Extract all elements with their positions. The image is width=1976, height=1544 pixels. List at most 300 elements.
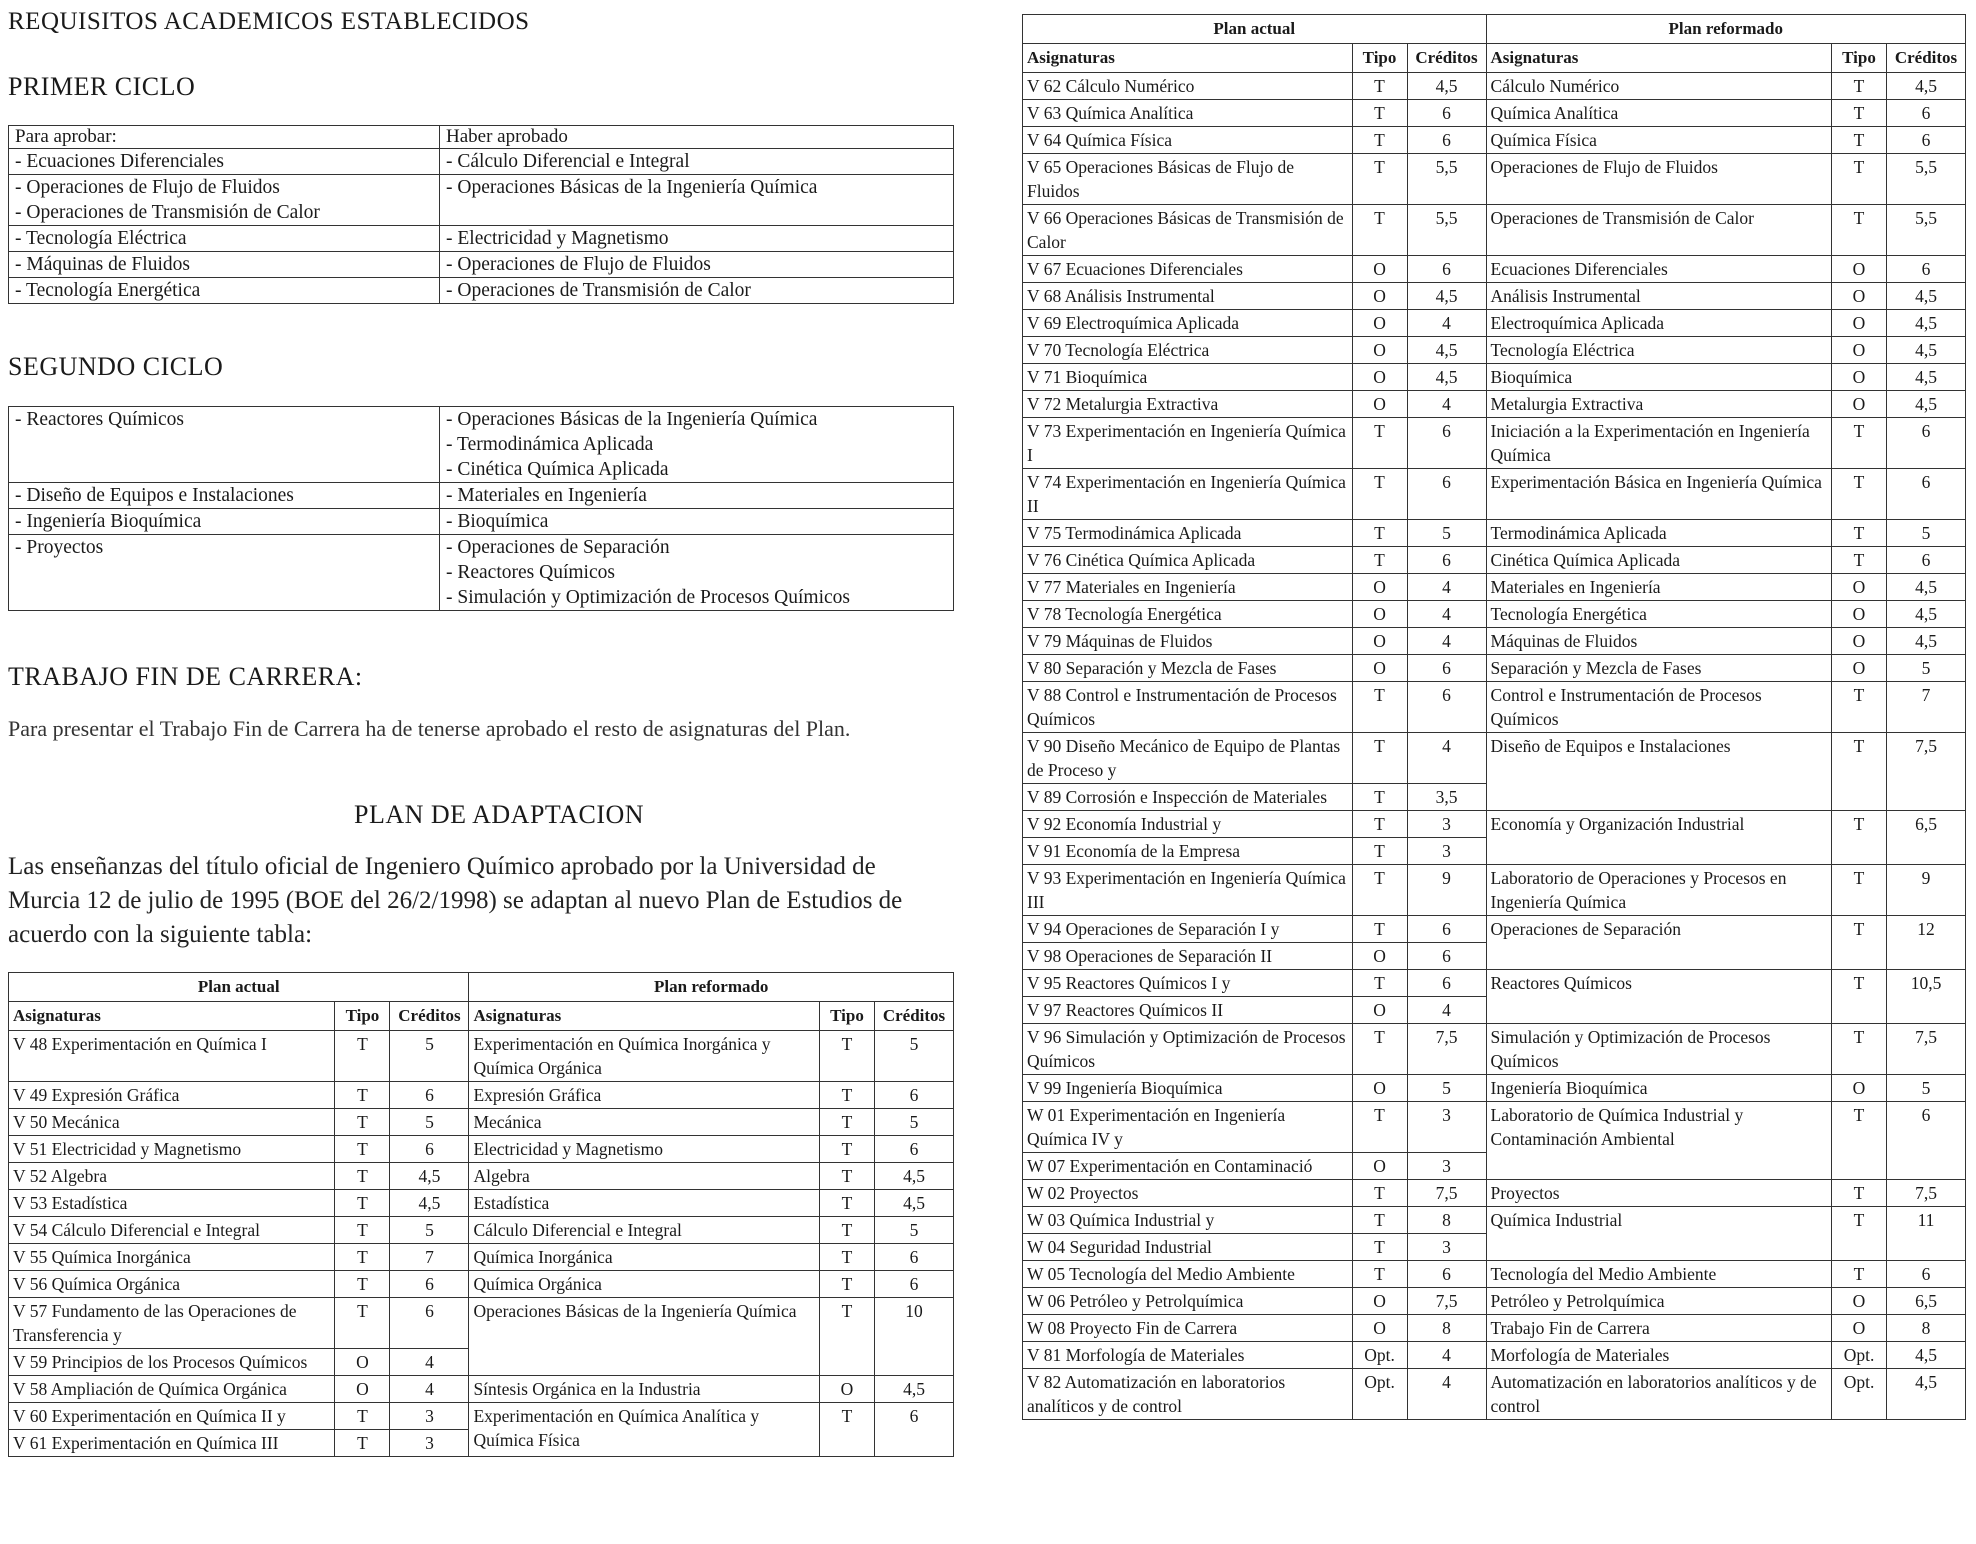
old-creditos: 6 bbox=[1407, 547, 1486, 574]
old-tipo: T bbox=[335, 1403, 390, 1430]
new-creditos: 5,5 bbox=[1887, 205, 1966, 256]
old-tipo: Opt. bbox=[1352, 1369, 1407, 1420]
new-creditos: 4,5 bbox=[1887, 310, 1966, 337]
old-subject: V 80 Separación y Mezcla de Fases bbox=[1023, 655, 1353, 682]
old-creditos: 6 bbox=[1407, 916, 1486, 943]
old-tipo: T bbox=[335, 1190, 390, 1217]
required-subject: - Operaciones de Flujo de Fluidos - Operaciones de Transmisión de Calor bbox=[9, 175, 440, 226]
header-creditos: Créditos bbox=[875, 1002, 954, 1031]
old-subject: V 53 Estadística bbox=[9, 1190, 335, 1217]
table-row bbox=[1023, 865, 1966, 916]
header-creditos: Créditos bbox=[390, 1002, 469, 1031]
table-row bbox=[1023, 970, 1966, 997]
primer-ciclo-table bbox=[8, 125, 954, 304]
old-subject: V 64 Química Física bbox=[1023, 127, 1353, 154]
header-creditos: Créditos bbox=[1407, 44, 1486, 73]
new-tipo: T bbox=[1832, 1261, 1887, 1288]
old-subject: V 66 Operaciones Básicas de Transmisión de Calor bbox=[1023, 205, 1353, 256]
old-creditos: 6 bbox=[1407, 970, 1486, 997]
new-subject: Electricidad y Magnetismo bbox=[469, 1136, 820, 1163]
old-subject: V 91 Economía de la Empresa bbox=[1023, 838, 1353, 865]
new-tipo: T bbox=[1832, 733, 1887, 811]
old-creditos: 3 bbox=[1407, 811, 1486, 838]
requirement-row bbox=[9, 175, 954, 226]
new-subject: Iniciación a la Experimentación en Ingeniería Química bbox=[1486, 418, 1831, 469]
new-subject: Economía y Organización Industrial bbox=[1486, 811, 1831, 865]
new-subject: Cálculo Numérico bbox=[1486, 73, 1831, 100]
old-creditos: 4 bbox=[1407, 310, 1486, 337]
new-creditos: 4,5 bbox=[875, 1163, 954, 1190]
old-tipo: T bbox=[1352, 784, 1407, 811]
old-subject: V 76 Cinética Química Aplicada bbox=[1023, 547, 1353, 574]
old-subject: V 75 Termodinámica Aplicada bbox=[1023, 520, 1353, 547]
old-creditos: 5,5 bbox=[1407, 205, 1486, 256]
new-creditos: 4,5 bbox=[1887, 283, 1966, 310]
old-tipo: T bbox=[335, 1163, 390, 1190]
new-subject: Control e Instrumentación de Procesos Químicos bbox=[1486, 682, 1831, 733]
new-creditos: 4,5 bbox=[1887, 628, 1966, 655]
old-creditos: 3 bbox=[390, 1430, 469, 1457]
required-subject: - Tecnología Eléctrica bbox=[9, 226, 440, 252]
required-subject: - Reactores Químicos bbox=[9, 407, 440, 483]
new-subject: Materiales en Ingeniería bbox=[1486, 574, 1831, 601]
new-tipo: T bbox=[1832, 469, 1887, 520]
old-creditos: 5 bbox=[1407, 1075, 1486, 1102]
primer-ciclo-title: PRIMER CICLO bbox=[8, 72, 196, 101]
new-tipo: T bbox=[1832, 520, 1887, 547]
table-row bbox=[1023, 256, 1966, 283]
new-tipo: T bbox=[820, 1190, 875, 1217]
old-creditos: 8 bbox=[1407, 1207, 1486, 1234]
new-tipo: O bbox=[1832, 283, 1887, 310]
old-subject: W 06 Petróleo y Petrolquímica bbox=[1023, 1288, 1353, 1315]
old-creditos: 6 bbox=[1407, 682, 1486, 733]
old-creditos: 5 bbox=[390, 1109, 469, 1136]
old-creditos: 6 bbox=[390, 1136, 469, 1163]
new-creditos: 5 bbox=[1887, 655, 1966, 682]
old-subject: V 61 Experimentación en Química III bbox=[9, 1430, 335, 1457]
new-creditos: 6 bbox=[875, 1271, 954, 1298]
header-tipo: Tipo bbox=[1352, 44, 1407, 73]
old-tipo: T bbox=[335, 1136, 390, 1163]
old-creditos: 4 bbox=[1407, 628, 1486, 655]
old-tipo: T bbox=[335, 1082, 390, 1109]
segundo-ciclo-title: SEGUNDO CICLO bbox=[8, 352, 224, 381]
new-tipo: T bbox=[820, 1298, 875, 1376]
header-plan-reformado: Plan reformado bbox=[469, 973, 954, 1002]
new-tipo: O bbox=[1832, 601, 1887, 628]
requirement-row bbox=[9, 278, 954, 304]
new-tipo: O bbox=[1832, 1315, 1887, 1342]
table-row bbox=[1023, 811, 1966, 838]
new-subject: Cinética Química Aplicada bbox=[1486, 547, 1831, 574]
old-tipo: T bbox=[1352, 73, 1407, 100]
table-row bbox=[1023, 337, 1966, 364]
old-subject: V 90 Diseño Mecánico de Equipo de Plantas de Proceso y bbox=[1023, 733, 1353, 784]
old-tipo: T bbox=[1352, 1234, 1407, 1261]
requirement-row bbox=[9, 407, 954, 483]
old-creditos: 6 bbox=[1407, 1261, 1486, 1288]
required-subject: - Proyectos bbox=[9, 535, 440, 611]
old-creditos: 4 bbox=[1407, 1342, 1486, 1369]
old-subject: V 71 Bioquímica bbox=[1023, 364, 1353, 391]
new-tipo: T bbox=[820, 1082, 875, 1109]
old-tipo: T bbox=[1352, 811, 1407, 838]
old-subject: V 77 Materiales en Ingeniería bbox=[1023, 574, 1353, 601]
old-subject: V 78 Tecnología Energética bbox=[1023, 601, 1353, 628]
new-creditos: 4,5 bbox=[1887, 391, 1966, 418]
old-tipo: T bbox=[1352, 469, 1407, 520]
old-subject: V 73 Experimentación en Ingeniería Química I bbox=[1023, 418, 1353, 469]
table-row bbox=[1023, 283, 1966, 310]
old-creditos: 4 bbox=[1407, 733, 1486, 784]
old-subject: V 56 Química Orgánica bbox=[9, 1271, 335, 1298]
table-row bbox=[1023, 682, 1966, 733]
new-subject: Experimentación en Química Inorgánica y Química Orgánica bbox=[469, 1031, 820, 1082]
new-creditos: 6,5 bbox=[1887, 1288, 1966, 1315]
old-creditos: 3 bbox=[1407, 1153, 1486, 1180]
old-creditos: 6 bbox=[1407, 127, 1486, 154]
old-subject: V 98 Operaciones de Separación II bbox=[1023, 943, 1353, 970]
old-subject: V 96 Simulación y Optimización de Procesos Químicos bbox=[1023, 1024, 1353, 1075]
old-subject: V 94 Operaciones de Separación I y bbox=[1023, 916, 1353, 943]
segundo-ciclo-table bbox=[8, 406, 954, 611]
new-creditos: 6 bbox=[1887, 256, 1966, 283]
header-tipo: Tipo bbox=[335, 1002, 390, 1031]
old-creditos: 6 bbox=[390, 1298, 469, 1349]
new-subject: Operaciones de Separación bbox=[1486, 916, 1831, 970]
adaptation-table-left bbox=[8, 972, 954, 1457]
new-tipo: T bbox=[1832, 916, 1887, 970]
old-tipo: T bbox=[1352, 916, 1407, 943]
table-row bbox=[9, 1244, 954, 1271]
old-creditos: 4 bbox=[1407, 997, 1486, 1024]
new-creditos: 4,5 bbox=[875, 1376, 954, 1403]
prerequisite-subject: - Operaciones Básicas de la Ingeniería Química bbox=[440, 175, 954, 226]
table-row bbox=[9, 1271, 954, 1298]
old-creditos: 3 bbox=[1407, 1234, 1486, 1261]
old-tipo: T bbox=[1352, 418, 1407, 469]
table-row bbox=[1023, 154, 1966, 205]
prerequisite-subject: - Materiales en Ingeniería bbox=[440, 483, 954, 509]
old-subject: V 93 Experimentación en Ingeniería Química III bbox=[1023, 865, 1353, 916]
old-creditos: 7 bbox=[390, 1244, 469, 1271]
old-subject: V 68 Análisis Instrumental bbox=[1023, 283, 1353, 310]
old-creditos: 7,5 bbox=[1407, 1180, 1486, 1207]
new-creditos: 4,5 bbox=[1887, 73, 1966, 100]
new-creditos: 4,5 bbox=[1887, 574, 1966, 601]
old-subject: V 82 Automatización en laboratorios analíticos y de control bbox=[1023, 1369, 1353, 1420]
header-asignaturas: Asignaturas bbox=[469, 1002, 820, 1031]
new-tipo: T bbox=[1832, 682, 1887, 733]
old-creditos: 5,5 bbox=[1407, 154, 1486, 205]
new-tipo: Opt. bbox=[1832, 1342, 1887, 1369]
table-row bbox=[1023, 1342, 1966, 1369]
old-subject: W 04 Seguridad Industrial bbox=[1023, 1234, 1353, 1261]
prerequisite-subject: - Operaciones Básicas de la Ingeniería Química - Termodinámica Aplicada - Cinética Química Aplicada bbox=[440, 407, 954, 483]
table-row bbox=[9, 1217, 954, 1244]
table-row bbox=[9, 1376, 954, 1403]
new-creditos: 5 bbox=[875, 1109, 954, 1136]
new-tipo: T bbox=[820, 1031, 875, 1082]
adaptation-table-right bbox=[1022, 14, 1966, 1420]
old-creditos: 3 bbox=[390, 1403, 469, 1430]
old-tipo: O bbox=[1352, 337, 1407, 364]
table-row bbox=[1023, 628, 1966, 655]
table-row bbox=[1023, 1102, 1966, 1153]
table-row bbox=[1023, 391, 1966, 418]
new-subject: Cálculo Diferencial e Integral bbox=[469, 1217, 820, 1244]
old-tipo: O bbox=[1352, 283, 1407, 310]
new-creditos: 5 bbox=[1887, 520, 1966, 547]
table-row bbox=[1023, 1180, 1966, 1207]
prerequisite-subject: - Operaciones de Transmisión de Calor bbox=[440, 278, 954, 304]
old-tipo: T bbox=[1352, 865, 1407, 916]
new-tipo: T bbox=[1832, 865, 1887, 916]
old-creditos: 3 bbox=[1407, 1102, 1486, 1153]
old-creditos: 4 bbox=[1407, 1369, 1486, 1420]
trabajo-fin-title: TRABAJO FIN DE CARRERA: bbox=[8, 662, 363, 691]
plan-adaptacion-text: Las enseñanzas del título oficial de Ingeniero Químico aprobado por la Universidad de Murcia 12 de julio de 1995 (BOE del 26/2/1998) se adaptan al nuevo Plan de Estudios de acuerdo con la siguiente tabla: bbox=[8, 853, 903, 948]
old-creditos: 3 bbox=[1407, 838, 1486, 865]
old-subject: V 63 Química Analítica bbox=[1023, 100, 1353, 127]
requirement-row bbox=[9, 149, 954, 175]
old-tipo: O bbox=[1352, 391, 1407, 418]
old-creditos: 4,5 bbox=[1407, 283, 1486, 310]
new-creditos: 6 bbox=[1887, 127, 1966, 154]
old-tipo: O bbox=[1352, 574, 1407, 601]
old-subject: V 88 Control e Instrumentación de Procesos Químicos bbox=[1023, 682, 1353, 733]
old-subject: V 97 Reactores Químicos II bbox=[1023, 997, 1353, 1024]
new-subject: Algebra bbox=[469, 1163, 820, 1190]
new-subject: Diseño de Equipos e Instalaciones bbox=[1486, 733, 1831, 811]
new-tipo: T bbox=[1832, 418, 1887, 469]
prerequisite-subject: - Operaciones de Flujo de Fluidos bbox=[440, 252, 954, 278]
old-subject: V 59 Principios de los Procesos Químicos bbox=[9, 1349, 335, 1376]
old-tipo: O bbox=[1352, 364, 1407, 391]
old-subject: V 54 Cálculo Diferencial e Integral bbox=[9, 1217, 335, 1244]
old-tipo: O bbox=[1352, 655, 1407, 682]
old-subject: V 99 Ingeniería Bioquímica bbox=[1023, 1075, 1353, 1102]
new-tipo: T bbox=[820, 1136, 875, 1163]
table-row bbox=[1023, 310, 1966, 337]
table-row bbox=[1023, 73, 1966, 100]
new-creditos: 5 bbox=[875, 1217, 954, 1244]
new-subject: Trabajo Fin de Carrera bbox=[1486, 1315, 1831, 1342]
table-row bbox=[1023, 574, 1966, 601]
new-subject: Automatización en laboratorios analíticos y de control bbox=[1486, 1369, 1831, 1420]
old-creditos: 6 bbox=[1407, 943, 1486, 970]
old-tipo: T bbox=[1352, 154, 1407, 205]
old-tipo: T bbox=[335, 1298, 390, 1349]
header-asignaturas: Asignaturas bbox=[9, 1002, 335, 1031]
page-heading: REQUISITOS ACADEMICOS ESTABLECIDOS bbox=[8, 8, 530, 35]
new-creditos: 5,5 bbox=[1887, 154, 1966, 205]
required-subject: - Ecuaciones Diferenciales bbox=[9, 149, 440, 175]
new-subject: Química Analítica bbox=[1486, 100, 1831, 127]
new-tipo: O bbox=[1832, 1288, 1887, 1315]
new-tipo: T bbox=[1832, 970, 1887, 1024]
old-tipo: T bbox=[1352, 838, 1407, 865]
new-tipo: O bbox=[1832, 628, 1887, 655]
new-creditos: 4,5 bbox=[1887, 364, 1966, 391]
old-tipo: O bbox=[335, 1349, 390, 1376]
old-creditos: 6 bbox=[1407, 469, 1486, 520]
required-subject: - Ingeniería Bioquímica bbox=[9, 509, 440, 535]
table-row bbox=[9, 1298, 954, 1349]
table-row bbox=[9, 1136, 954, 1163]
old-subject: V 48 Experimentación en Química I bbox=[9, 1031, 335, 1082]
new-subject: Experimentación Básica en Ingeniería Química bbox=[1486, 469, 1831, 520]
old-tipo: O bbox=[1352, 997, 1407, 1024]
new-creditos: 7,5 bbox=[1887, 1180, 1966, 1207]
new-tipo: Opt. bbox=[1832, 1369, 1887, 1420]
old-subject: V 79 Máquinas de Fluidos bbox=[1023, 628, 1353, 655]
old-subject: V 50 Mecánica bbox=[9, 1109, 335, 1136]
old-tipo: T bbox=[1352, 733, 1407, 784]
table-row bbox=[9, 1163, 954, 1190]
new-subject: Simulación y Optimización de Procesos Químicos bbox=[1486, 1024, 1831, 1075]
table-row bbox=[1023, 1369, 1966, 1420]
header-tipo: Tipo bbox=[1832, 44, 1887, 73]
new-subject: Morfología de Materiales bbox=[1486, 1342, 1831, 1369]
old-subject: V 67 Ecuaciones Diferenciales bbox=[1023, 256, 1353, 283]
old-tipo: O bbox=[1352, 628, 1407, 655]
old-subject: V 74 Experimentación en Ingeniería Química II bbox=[1023, 469, 1353, 520]
old-tipo: O bbox=[1352, 310, 1407, 337]
new-tipo: O bbox=[1832, 310, 1887, 337]
old-tipo: T bbox=[1352, 205, 1407, 256]
old-tipo: T bbox=[335, 1430, 390, 1457]
old-tipo: Opt. bbox=[1352, 1342, 1407, 1369]
new-creditos: 7 bbox=[1887, 682, 1966, 733]
header-creditos: Créditos bbox=[1887, 44, 1966, 73]
new-creditos: 4,5 bbox=[1887, 601, 1966, 628]
new-subject: Química Orgánica bbox=[469, 1271, 820, 1298]
old-creditos: 5 bbox=[390, 1217, 469, 1244]
new-creditos: 6 bbox=[875, 1082, 954, 1109]
new-creditos: 6 bbox=[875, 1136, 954, 1163]
new-creditos: 12 bbox=[1887, 916, 1966, 970]
new-creditos: 4,5 bbox=[1887, 337, 1966, 364]
new-tipo: O bbox=[1832, 655, 1887, 682]
old-creditos: 4,5 bbox=[1407, 73, 1486, 100]
new-tipo: T bbox=[1832, 205, 1887, 256]
col-haber-aprobado: Haber aprobado bbox=[440, 126, 954, 149]
old-creditos: 4,5 bbox=[1407, 364, 1486, 391]
old-tipo: T bbox=[1352, 1261, 1407, 1288]
new-creditos: 4,5 bbox=[875, 1190, 954, 1217]
old-creditos: 6 bbox=[390, 1082, 469, 1109]
table-row bbox=[1023, 601, 1966, 628]
table-row bbox=[1023, 127, 1966, 154]
prerequisite-subject: - Cálculo Diferencial e Integral bbox=[440, 149, 954, 175]
trabajo-fin-text: Para presentar el Trabajo Fin de Carrera ha de tenerse aprobado el resto de asignaturas del Plan. bbox=[8, 716, 851, 741]
old-tipo: O bbox=[335, 1376, 390, 1403]
new-subject: Estadística bbox=[469, 1190, 820, 1217]
new-tipo: O bbox=[1832, 574, 1887, 601]
prerequisite-subject: - Bioquímica bbox=[440, 509, 954, 535]
new-creditos: 5 bbox=[1887, 1075, 1966, 1102]
old-subject: W 02 Proyectos bbox=[1023, 1180, 1353, 1207]
new-creditos: 6 bbox=[1887, 418, 1966, 469]
header-plan-actual: Plan actual bbox=[1023, 15, 1487, 44]
old-creditos: 4 bbox=[390, 1376, 469, 1403]
table-row bbox=[1023, 733, 1966, 784]
old-tipo: T bbox=[1352, 1102, 1407, 1153]
table-row bbox=[1023, 1261, 1966, 1288]
old-subject: W 07 Experimentación en Contaminació bbox=[1023, 1153, 1353, 1180]
new-creditos: 5 bbox=[875, 1031, 954, 1082]
new-creditos: 10 bbox=[875, 1298, 954, 1376]
old-tipo: O bbox=[1352, 1288, 1407, 1315]
new-tipo: T bbox=[820, 1271, 875, 1298]
old-subject: V 92 Economía Industrial y bbox=[1023, 811, 1353, 838]
old-creditos: 4 bbox=[1407, 391, 1486, 418]
old-subject: V 58 Ampliación de Química Orgánica bbox=[9, 1376, 335, 1403]
new-tipo: T bbox=[1832, 1024, 1887, 1075]
old-tipo: T bbox=[1352, 520, 1407, 547]
new-creditos: 8 bbox=[1887, 1315, 1966, 1342]
new-subject: Ecuaciones Diferenciales bbox=[1486, 256, 1831, 283]
old-subject: W 03 Química Industrial y bbox=[1023, 1207, 1353, 1234]
header-plan-actual: Plan actual bbox=[9, 973, 469, 1002]
table-row bbox=[9, 1403, 954, 1430]
table-row bbox=[1023, 1207, 1966, 1234]
new-subject: Metalurgia Extractiva bbox=[1486, 391, 1831, 418]
old-creditos: 6 bbox=[390, 1271, 469, 1298]
new-creditos: 6 bbox=[1887, 1261, 1966, 1288]
old-subject: V 60 Experimentación en Química II y bbox=[9, 1403, 335, 1430]
new-tipo: T bbox=[1832, 547, 1887, 574]
old-creditos: 7,5 bbox=[1407, 1024, 1486, 1075]
old-creditos: 6 bbox=[1407, 418, 1486, 469]
old-tipo: T bbox=[335, 1109, 390, 1136]
new-tipo: T bbox=[1832, 100, 1887, 127]
old-subject: V 89 Corrosión e Inspección de Materiales bbox=[1023, 784, 1353, 811]
new-subject: Termodinámica Aplicada bbox=[1486, 520, 1831, 547]
new-tipo: T bbox=[1832, 1102, 1887, 1180]
old-creditos: 4,5 bbox=[390, 1190, 469, 1217]
new-tipo: T bbox=[820, 1403, 875, 1457]
header-asignaturas: Asignaturas bbox=[1486, 44, 1831, 73]
new-tipo: O bbox=[1832, 391, 1887, 418]
old-tipo: T bbox=[1352, 1207, 1407, 1234]
new-subject: Máquinas de Fluidos bbox=[1486, 628, 1831, 655]
old-tipo: T bbox=[1352, 100, 1407, 127]
old-tipo: O bbox=[1352, 1075, 1407, 1102]
table-row bbox=[1023, 1024, 1966, 1075]
new-creditos: 6 bbox=[875, 1403, 954, 1457]
old-tipo: T bbox=[335, 1244, 390, 1271]
new-creditos: 10,5 bbox=[1887, 970, 1966, 1024]
old-tipo: T bbox=[335, 1031, 390, 1082]
old-subject: V 72 Metalurgia Extractiva bbox=[1023, 391, 1353, 418]
new-subject: Laboratorio de Operaciones y Procesos en Ingeniería Química bbox=[1486, 865, 1831, 916]
new-tipo: T bbox=[820, 1217, 875, 1244]
old-tipo: T bbox=[1352, 127, 1407, 154]
old-tipo: O bbox=[1352, 1315, 1407, 1342]
new-tipo: T bbox=[1832, 811, 1887, 865]
requirement-row bbox=[9, 483, 954, 509]
new-tipo: T bbox=[1832, 154, 1887, 205]
old-creditos: 6 bbox=[1407, 256, 1486, 283]
new-subject: Operaciones Básicas de la Ingeniería Química bbox=[469, 1298, 820, 1376]
new-subject: Análisis Instrumental bbox=[1486, 283, 1831, 310]
new-subject: Ingeniería Bioquímica bbox=[1486, 1075, 1831, 1102]
new-subject: Expresión Gráfica bbox=[469, 1082, 820, 1109]
old-tipo: T bbox=[335, 1217, 390, 1244]
